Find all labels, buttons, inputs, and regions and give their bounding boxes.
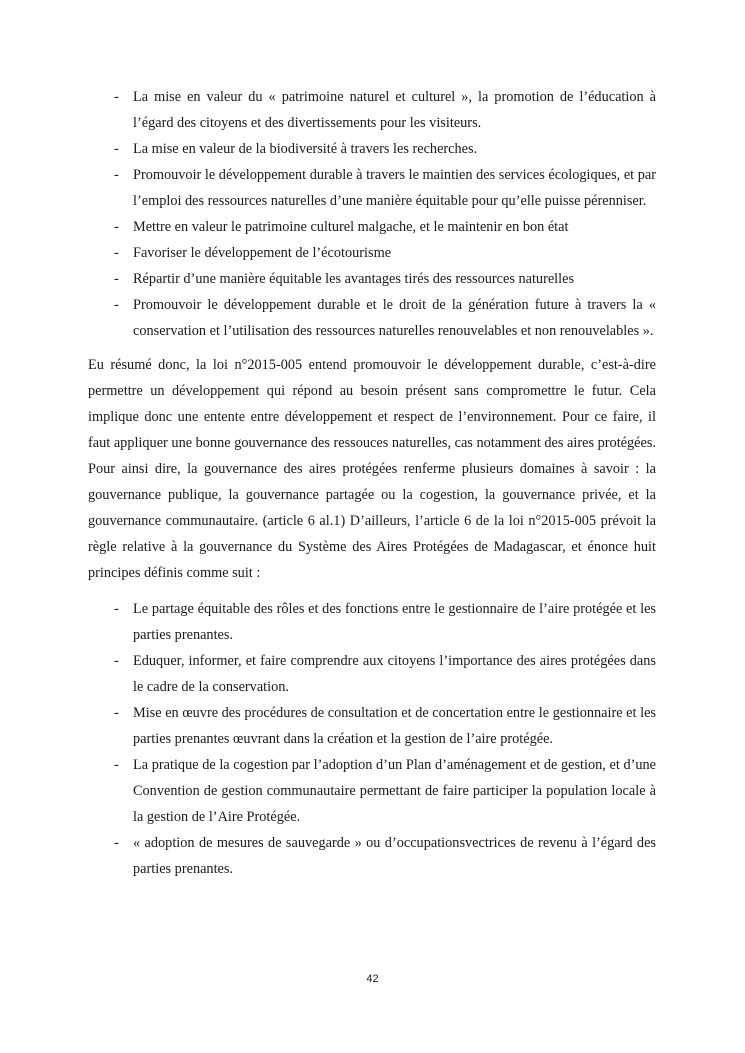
list-item [88,292,656,344]
list-item [88,700,656,752]
list-item-text: La pratique de la cogestion par l’adoption d’un Plan d’aménagement et de gestion, et d’une Convention de gestion communautaire permettant de faire participer la population locale à la gestion de l’Aire Protégée. [133,757,656,825]
list-item [88,136,656,162]
list-item [88,830,656,882]
list-item [88,266,656,292]
list-item-text: « adoption de mesures de sauvegarde » ou d’occupationsvectrices de revenu à l’égard des parties prenantes. [133,835,656,877]
bullet-dash: - [114,601,119,617]
list-item [88,84,656,136]
list-item-text: Répartir d’une manière équitable les avantages tirés des ressources naturelles [133,271,575,287]
list-item [88,596,656,648]
summary-paragraph: Eu résumé donc, la loi n°2015-005 entend promouvoir le développement durable, c’est-à-dire permettre un développement qui répond au besoin présent sans compromettre le futur. Cela implique donc une entente entre développement et respect de l’environnement. Pour ce faire, il faut appliquer une bonne gouvernance des ressouces naturelles, cas notamment des aires protégées. Pour ainsi dire, la gouvernance des aires protégées renferme plusieurs domaines à savoir : la gouvernance publique, la gouvernance partagée ou la cogestion, la gouvernance privée, et la gouvernance communautaire. (article 6 al.1) D’ailleurs, l’article 6 de la loi n°2015-005 prévoit la règle relative à la gouvernance du Système des Aires Protégées de Madagascar, et énonce huit principes définis comme suit : [88,357,656,581]
bullet-dash: - [114,219,119,235]
list-item-text: Mettre en valeur le patrimoine culturel malgache, et le maintenir en bon état [133,219,569,235]
list-item [88,240,656,266]
bullet-dash: - [114,167,119,183]
objectives-list [88,84,656,344]
page-number: 42 [366,973,379,985]
list-item [88,162,656,214]
bullet-dash: - [114,297,119,313]
list-item [88,648,656,700]
principles-list [88,596,656,882]
bullet-dash: - [114,653,119,669]
bullet-dash: - [114,835,119,851]
bullet-dash: - [114,245,119,261]
list-item-text: La mise en valeur du « patrimoine naturel et culturel », la promotion de l’éducation à l’égard des citoyens et des divertissements pour les visiteurs. [133,89,656,131]
list-item [88,752,656,830]
bullet-dash: - [114,271,119,287]
bullet-dash: - [114,705,119,721]
list-item-text: Promouvoir le développement durable à travers le maintien des services écologiques, et par l’emploi des ressources naturelles d’une manière équitable pour qu’elle puisse pérenniser. [133,167,656,209]
list-item-text: Eduquer, informer, et faire comprendre aux citoyens l’importance des aires protégées dans le cadre de la conservation. [133,653,656,695]
bullet-dash: - [114,141,119,157]
list-item-text: Promouvoir le développement durable et le droit de la génération future à travers la « conservation et l’utilisation des ressources naturelles renouvelables et non renouvelables ». [133,297,656,339]
bullet-dash: - [114,89,119,105]
list-item-text: Mise en œuvre des procédures de consultation et de concertation entre le gestionnaire et les parties prenantes œuvrant dans la création et la gestion de l’aire protégée. [133,705,656,747]
document-page [88,84,656,882]
list-item-text: La mise en valeur de la biodiversité à travers les recherches. [133,141,478,157]
list-item-text: Le partage équitable des rôles et des fonctions entre le gestionnaire de l’aire protégée et les parties prenantes. [133,601,656,643]
bullet-dash: - [114,757,119,773]
list-item [88,214,656,240]
list-item-text: Favoriser le développement de l’écotourisme [133,245,392,261]
